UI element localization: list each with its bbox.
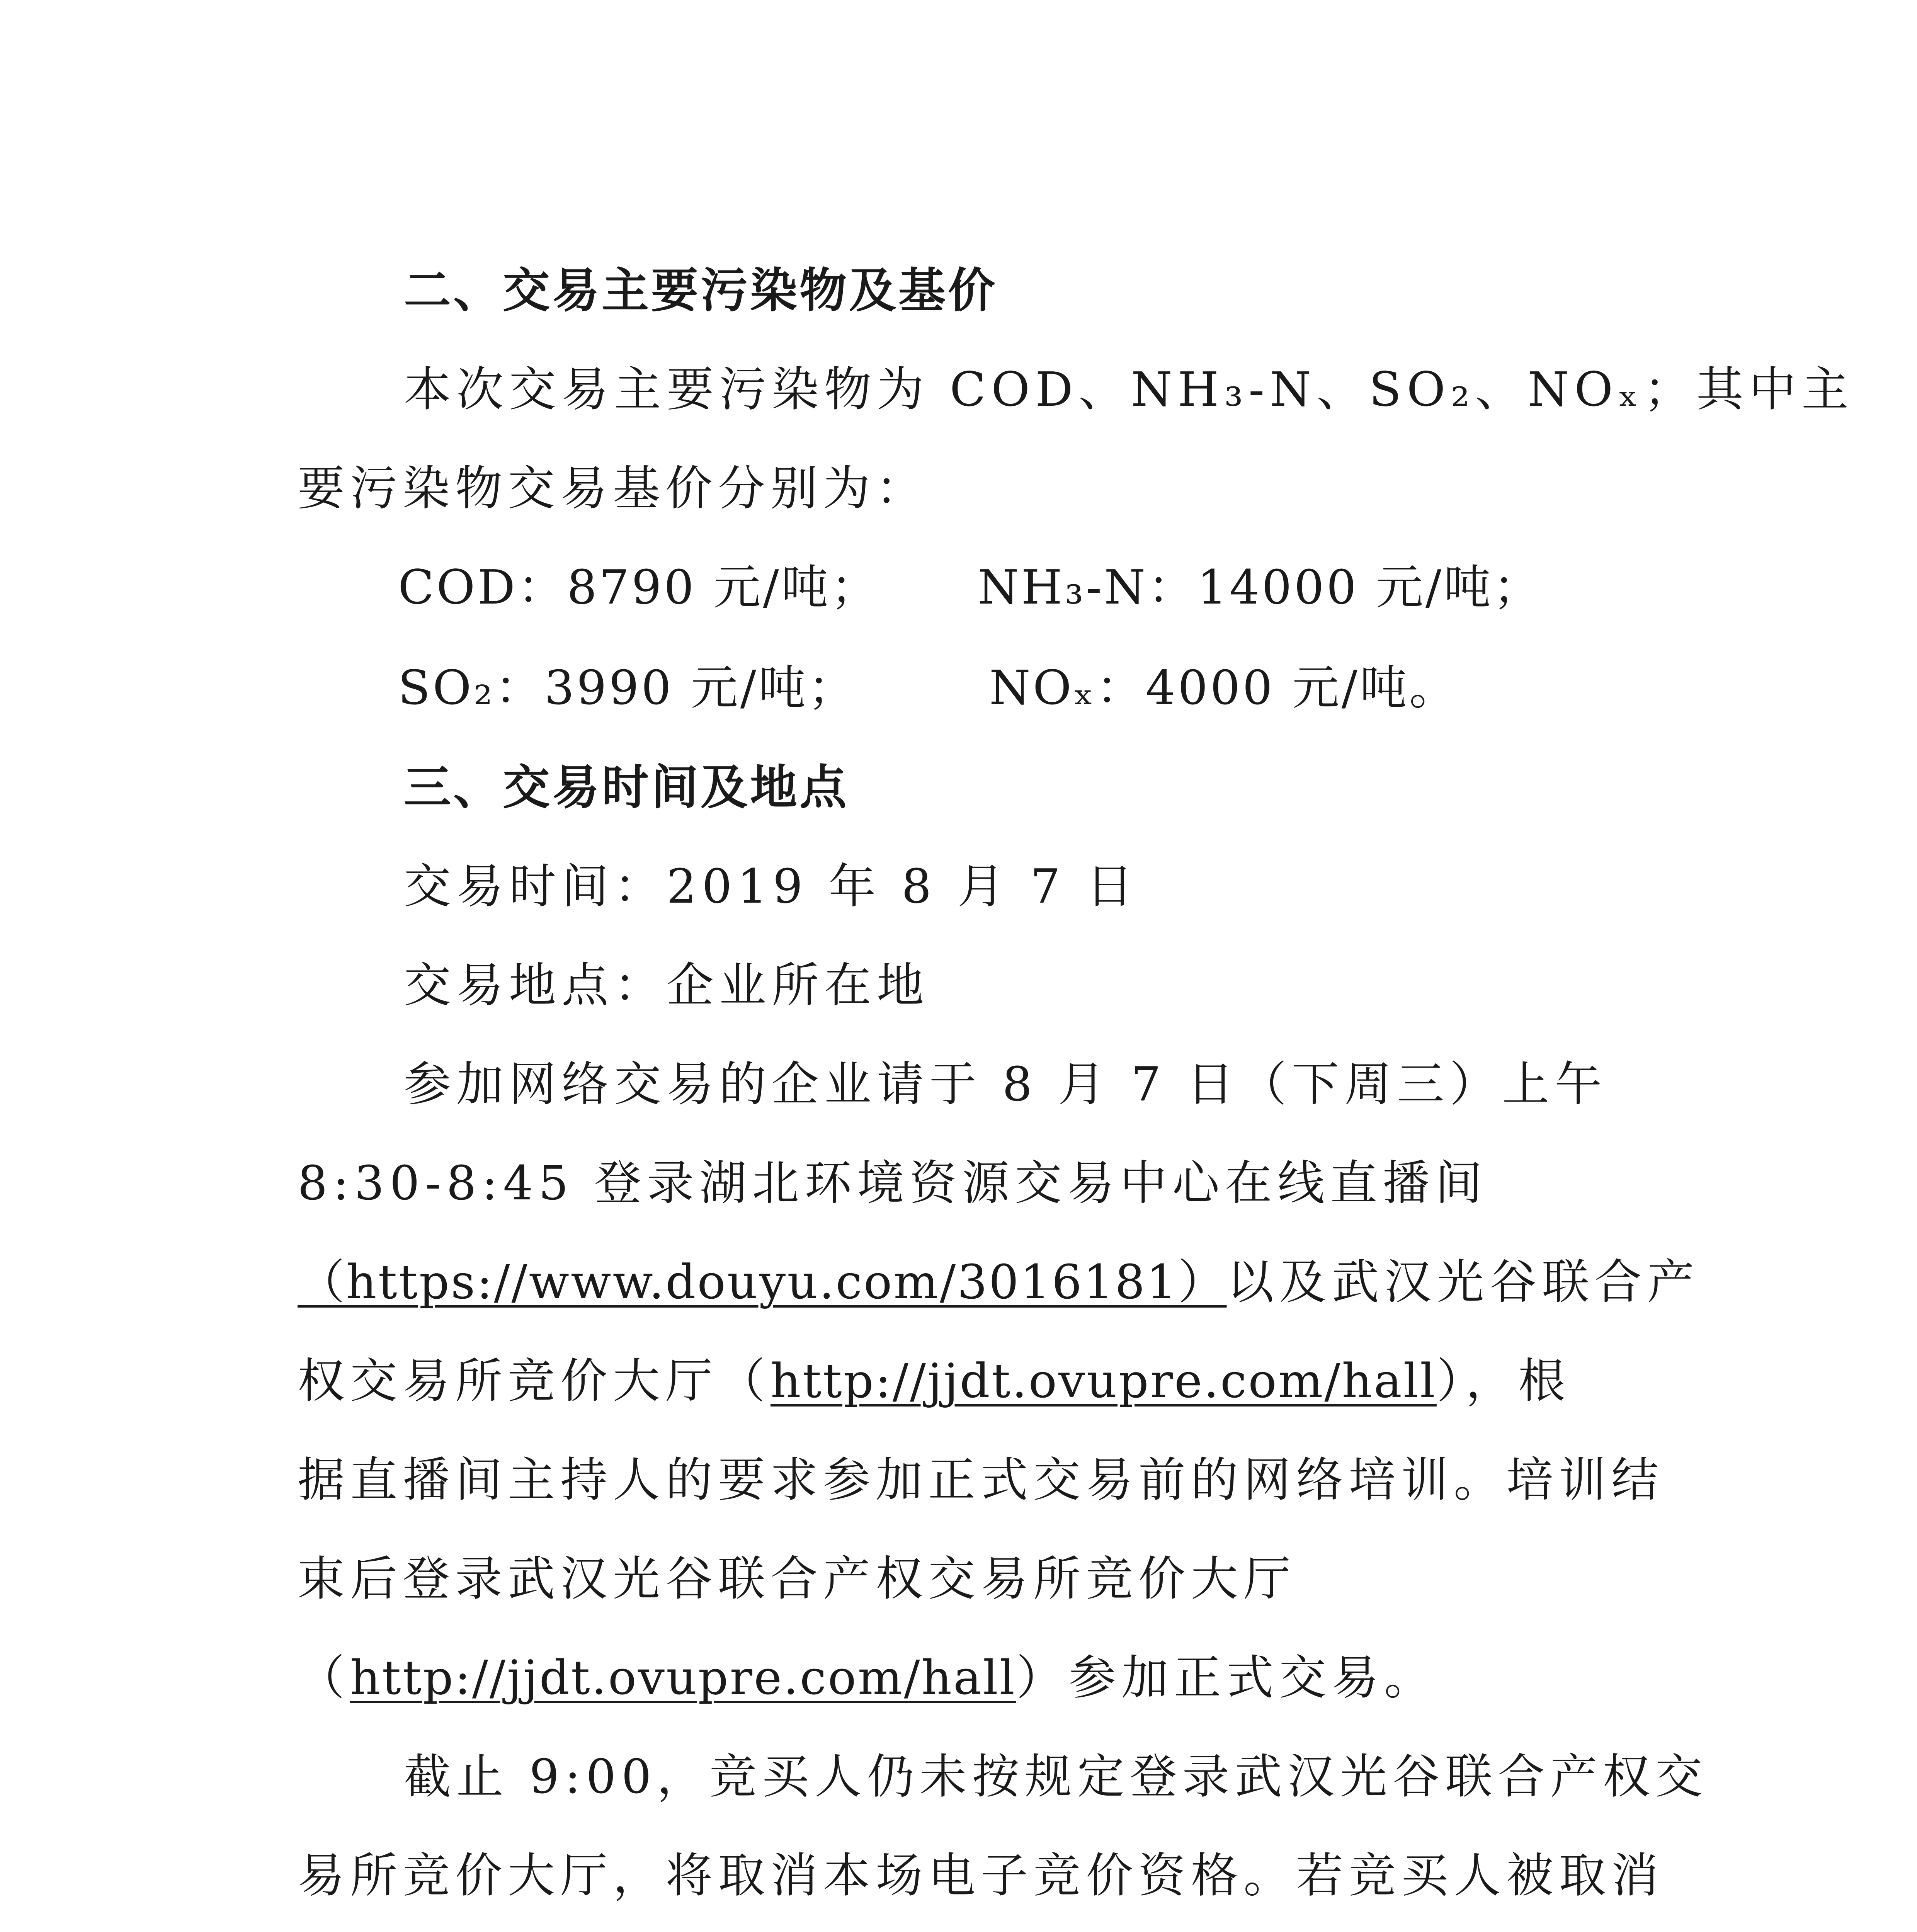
- bidding-hall-link-2[interactable]: http://jjdt.ovupre.com/hall: [350, 1650, 1016, 1705]
- bidding-hall-link[interactable]: http://jjdt.ovupre.com/hall: [771, 1354, 1437, 1408]
- trade-place: 交易地点：企业所在地: [404, 958, 929, 1013]
- section3-heading: 三、交易时间及地点: [404, 760, 849, 815]
- paragraph1-line2: 8:30-8:45 登录湖北环境资源交易中心在线直播间: [298, 1156, 1488, 1211]
- paragraph1-line5: 据直播间主持人的要求参加正式交易前的网络培训。培训结: [298, 1452, 1664, 1507]
- paragraph1-line1: 参加网络交易的企业请于 8 月 7 日（下周三）上午: [404, 1057, 1607, 1112]
- paragraph1-line3: （https://www.douyu.com/3016181）以及武汉光谷联合产: [298, 1255, 1700, 1310]
- section2-intro-line2: 要污染物交易基价分别为：: [298, 461, 928, 516]
- paragraph2-line1: 截止 9:00，竞买人仍未按规定登录武汉光谷联合产权交: [404, 1749, 1708, 1804]
- price-nh3n: NH₃-N：14000 元/吨；: [978, 560, 1543, 615]
- section2-intro-line1: 本次交易主要污染物为 COD、NH₃-N、SO₂、NOₓ；其中主: [404, 362, 1854, 417]
- section2-heading: 二、交易主要污染物及基价: [404, 263, 997, 318]
- price-cod: COD：8790 元/吨；: [398, 560, 880, 615]
- trade-time: 交易时间：2019 年 8 月 7 日: [404, 859, 1139, 914]
- douyu-live-link[interactable]: （https://www.douyu.com/3016181）: [298, 1255, 1227, 1310]
- paragraph2-line2: 易所竞价大厅，将取消本场电子竞价资格。若竞买人被取消: [298, 1848, 1664, 1903]
- price-so2: SO₂：3990 元/吨；: [398, 660, 857, 715]
- price-nox: NOₓ：4000 元/吨。: [989, 660, 1459, 715]
- paragraph1-line4: 权交易所竞价大厅（http://jjdt.ovupre.com/hall），根: [298, 1354, 1571, 1408]
- paragraph1-line6: 束后登录武汉光谷联合产权交易所竞价大厅: [298, 1551, 1296, 1606]
- paragraph1-line7: （http://jjdt.ovupre.com/hall）参加正式交易。: [298, 1650, 1437, 1705]
